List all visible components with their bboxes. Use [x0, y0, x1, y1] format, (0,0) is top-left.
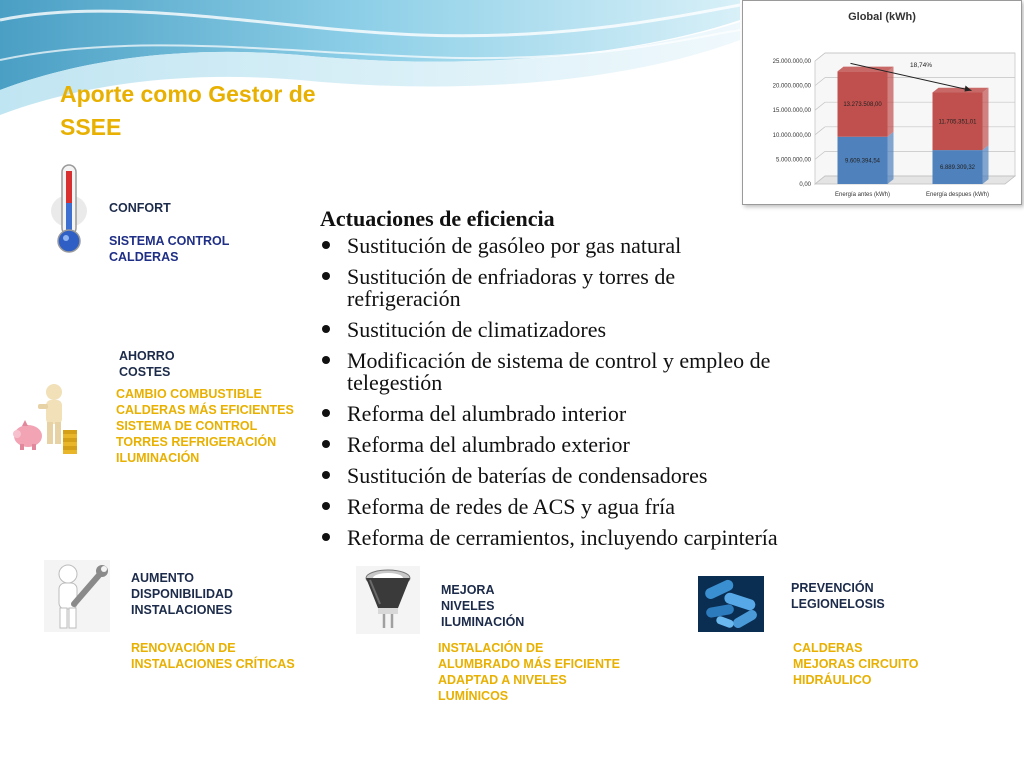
chart-bar-side	[888, 67, 894, 137]
mejora-item: ALUMBRADO MÁS EFICIENTE	[438, 657, 620, 671]
led-bulb-icon	[356, 566, 420, 634]
confort-heading: CONFORT	[109, 201, 171, 215]
aumento-heading: INSTALACIONES	[131, 603, 233, 617]
prevencion-heading: PREVENCIÓN	[791, 581, 874, 595]
actuacion-item	[320, 527, 920, 549]
chart-bar-side	[983, 145, 989, 184]
aumento-items	[131, 640, 295, 672]
actuaciones-heading: Actuaciones de eficiencia	[320, 206, 555, 231]
actuacion-text: Reforma de cerramientos, incluyendo carpintería	[347, 525, 778, 550]
prevencion-item: CALDERAS	[793, 641, 863, 655]
actuacion-item	[320, 434, 920, 456]
actuacion-item	[320, 496, 920, 518]
actuacion-item	[320, 266, 920, 310]
chart-data-label: 6.889.309,32	[939, 165, 976, 172]
mejora-heading: NIVELES	[441, 599, 495, 613]
prevencion-block	[791, 580, 885, 612]
mejora-heading: ILUMINACIÓN	[441, 615, 525, 629]
thermometer-icon	[48, 163, 90, 255]
chart-y-tick-label: 25.000.000,00	[772, 59, 811, 65]
bullet-icon	[322, 356, 330, 364]
bullet-icon	[322, 502, 330, 510]
chart-y-tick-label: 10.000.000,00	[772, 132, 811, 139]
actuacion-text: Sustitución de baterías de condensadores	[347, 463, 708, 488]
prevencion-heading: LEGIONELOSIS	[791, 597, 885, 611]
mejora-item: ADAPTAD A NIVELES	[438, 673, 567, 687]
prevencion-items	[793, 640, 918, 688]
chart-category-label: Energía antes (kWh)	[834, 192, 891, 198]
actuacion-text: Sustitución de enfriadoras y torres de	[347, 264, 676, 289]
chart-data-label: 13.273.508,00	[843, 102, 882, 109]
mejora-block	[441, 582, 524, 630]
piggy-bank-icon	[8, 378, 80, 456]
ahorro-item: ILUMINACIÓN	[116, 451, 200, 465]
chart-bar-side	[983, 88, 989, 150]
prevencion-item: MEJORAS CIRCUITO	[793, 657, 919, 671]
bullet-icon	[322, 241, 330, 249]
actuacion-item	[320, 403, 920, 425]
slide-title	[60, 78, 380, 144]
ahorro-item: CAMBIO COMBUSTIBLE	[116, 387, 262, 401]
bullet-icon	[322, 471, 330, 479]
aumento-heading: AUMENTO	[131, 571, 194, 585]
actuacion-text: Sustitución de gasóleo por gas natural	[347, 233, 682, 258]
actuacion-text: refrigeración	[347, 286, 461, 311]
aumento-item: INSTALACIONES CRÍTICAS	[131, 657, 295, 671]
bullet-icon	[322, 272, 330, 280]
mejora-heading: MEJORA	[441, 583, 495, 597]
actuacion-text: Reforma del alumbrado exterior	[347, 432, 630, 457]
ahorro-items	[116, 386, 294, 466]
confort-block	[109, 200, 229, 265]
actuaciones-list	[320, 205, 920, 558]
ahorro-item: CALDERAS MÁS EFICIENTES	[116, 403, 294, 417]
slide-title-line2: SSEE	[60, 114, 122, 140]
ahorro-heading: COSTES	[119, 365, 171, 379]
confort-item: SISTEMA CONTROL	[109, 234, 230, 248]
actuacion-item	[320, 350, 920, 394]
chart-y-tick-label: 15.000.000,00	[772, 108, 811, 115]
prevencion-item: HIDRÁULICO	[793, 673, 872, 687]
actuacion-text: telegestión	[347, 370, 443, 395]
aumento-block	[131, 570, 233, 618]
actuacion-text: Modificación de sistema de control y empleo de	[347, 348, 771, 373]
mejora-item: INSTALACIÓN DE	[438, 641, 544, 655]
bullet-icon	[322, 409, 330, 417]
chart-y-tick-label: 5.000.000,00	[775, 157, 811, 164]
chart-data-label: 11.705.351,01	[938, 119, 977, 126]
chart-y-tick-label: 20.000.000,00	[772, 83, 811, 90]
confort-item: CALDERAS	[109, 250, 179, 264]
chart-annotation-label: 18,74%	[909, 61, 933, 69]
chart-title: Global (kWh)	[848, 11, 916, 23]
actuacion-text: Reforma del alumbrado interior	[347, 401, 627, 426]
aumento-heading: DISPONIBILIDAD	[131, 587, 234, 601]
aumento-item: RENOVACIÓN DE	[131, 641, 236, 655]
ahorro-item: TORRES REFRIGERACIÓN	[116, 435, 277, 449]
mejora-items	[438, 640, 620, 704]
chart-category-label: Energía despues (kWh)	[925, 192, 990, 198]
chart-y-tick-label: 0,00	[799, 182, 811, 188]
actuacion-text: Reforma de redes de ACS y agua fría	[347, 494, 676, 519]
mejora-item: LUMÍNICOS	[438, 689, 509, 703]
ahorro-block	[119, 348, 175, 380]
chart-canvas	[743, 1, 1021, 204]
ahorro-item: SISTEMA DE CONTROL	[116, 419, 258, 433]
bullet-icon	[322, 533, 330, 541]
global-kwh-chart	[742, 0, 1022, 205]
wrench-figure-icon	[44, 560, 110, 632]
actuacion-item	[320, 465, 920, 487]
legionella-bacteria-icon	[698, 576, 764, 632]
bullet-icon	[322, 440, 330, 448]
actuacion-item	[320, 235, 920, 257]
chart-bar-side	[888, 132, 894, 184]
actuacion-item	[320, 319, 920, 341]
bullet-icon	[322, 325, 330, 333]
chart-data-label: 9.609.394,54	[844, 158, 881, 165]
actuacion-text: Sustitución de climatizadores	[347, 317, 607, 342]
ahorro-heading: AHORRO	[119, 349, 175, 363]
slide-title-line1: Aporte como Gestor de	[60, 81, 316, 107]
